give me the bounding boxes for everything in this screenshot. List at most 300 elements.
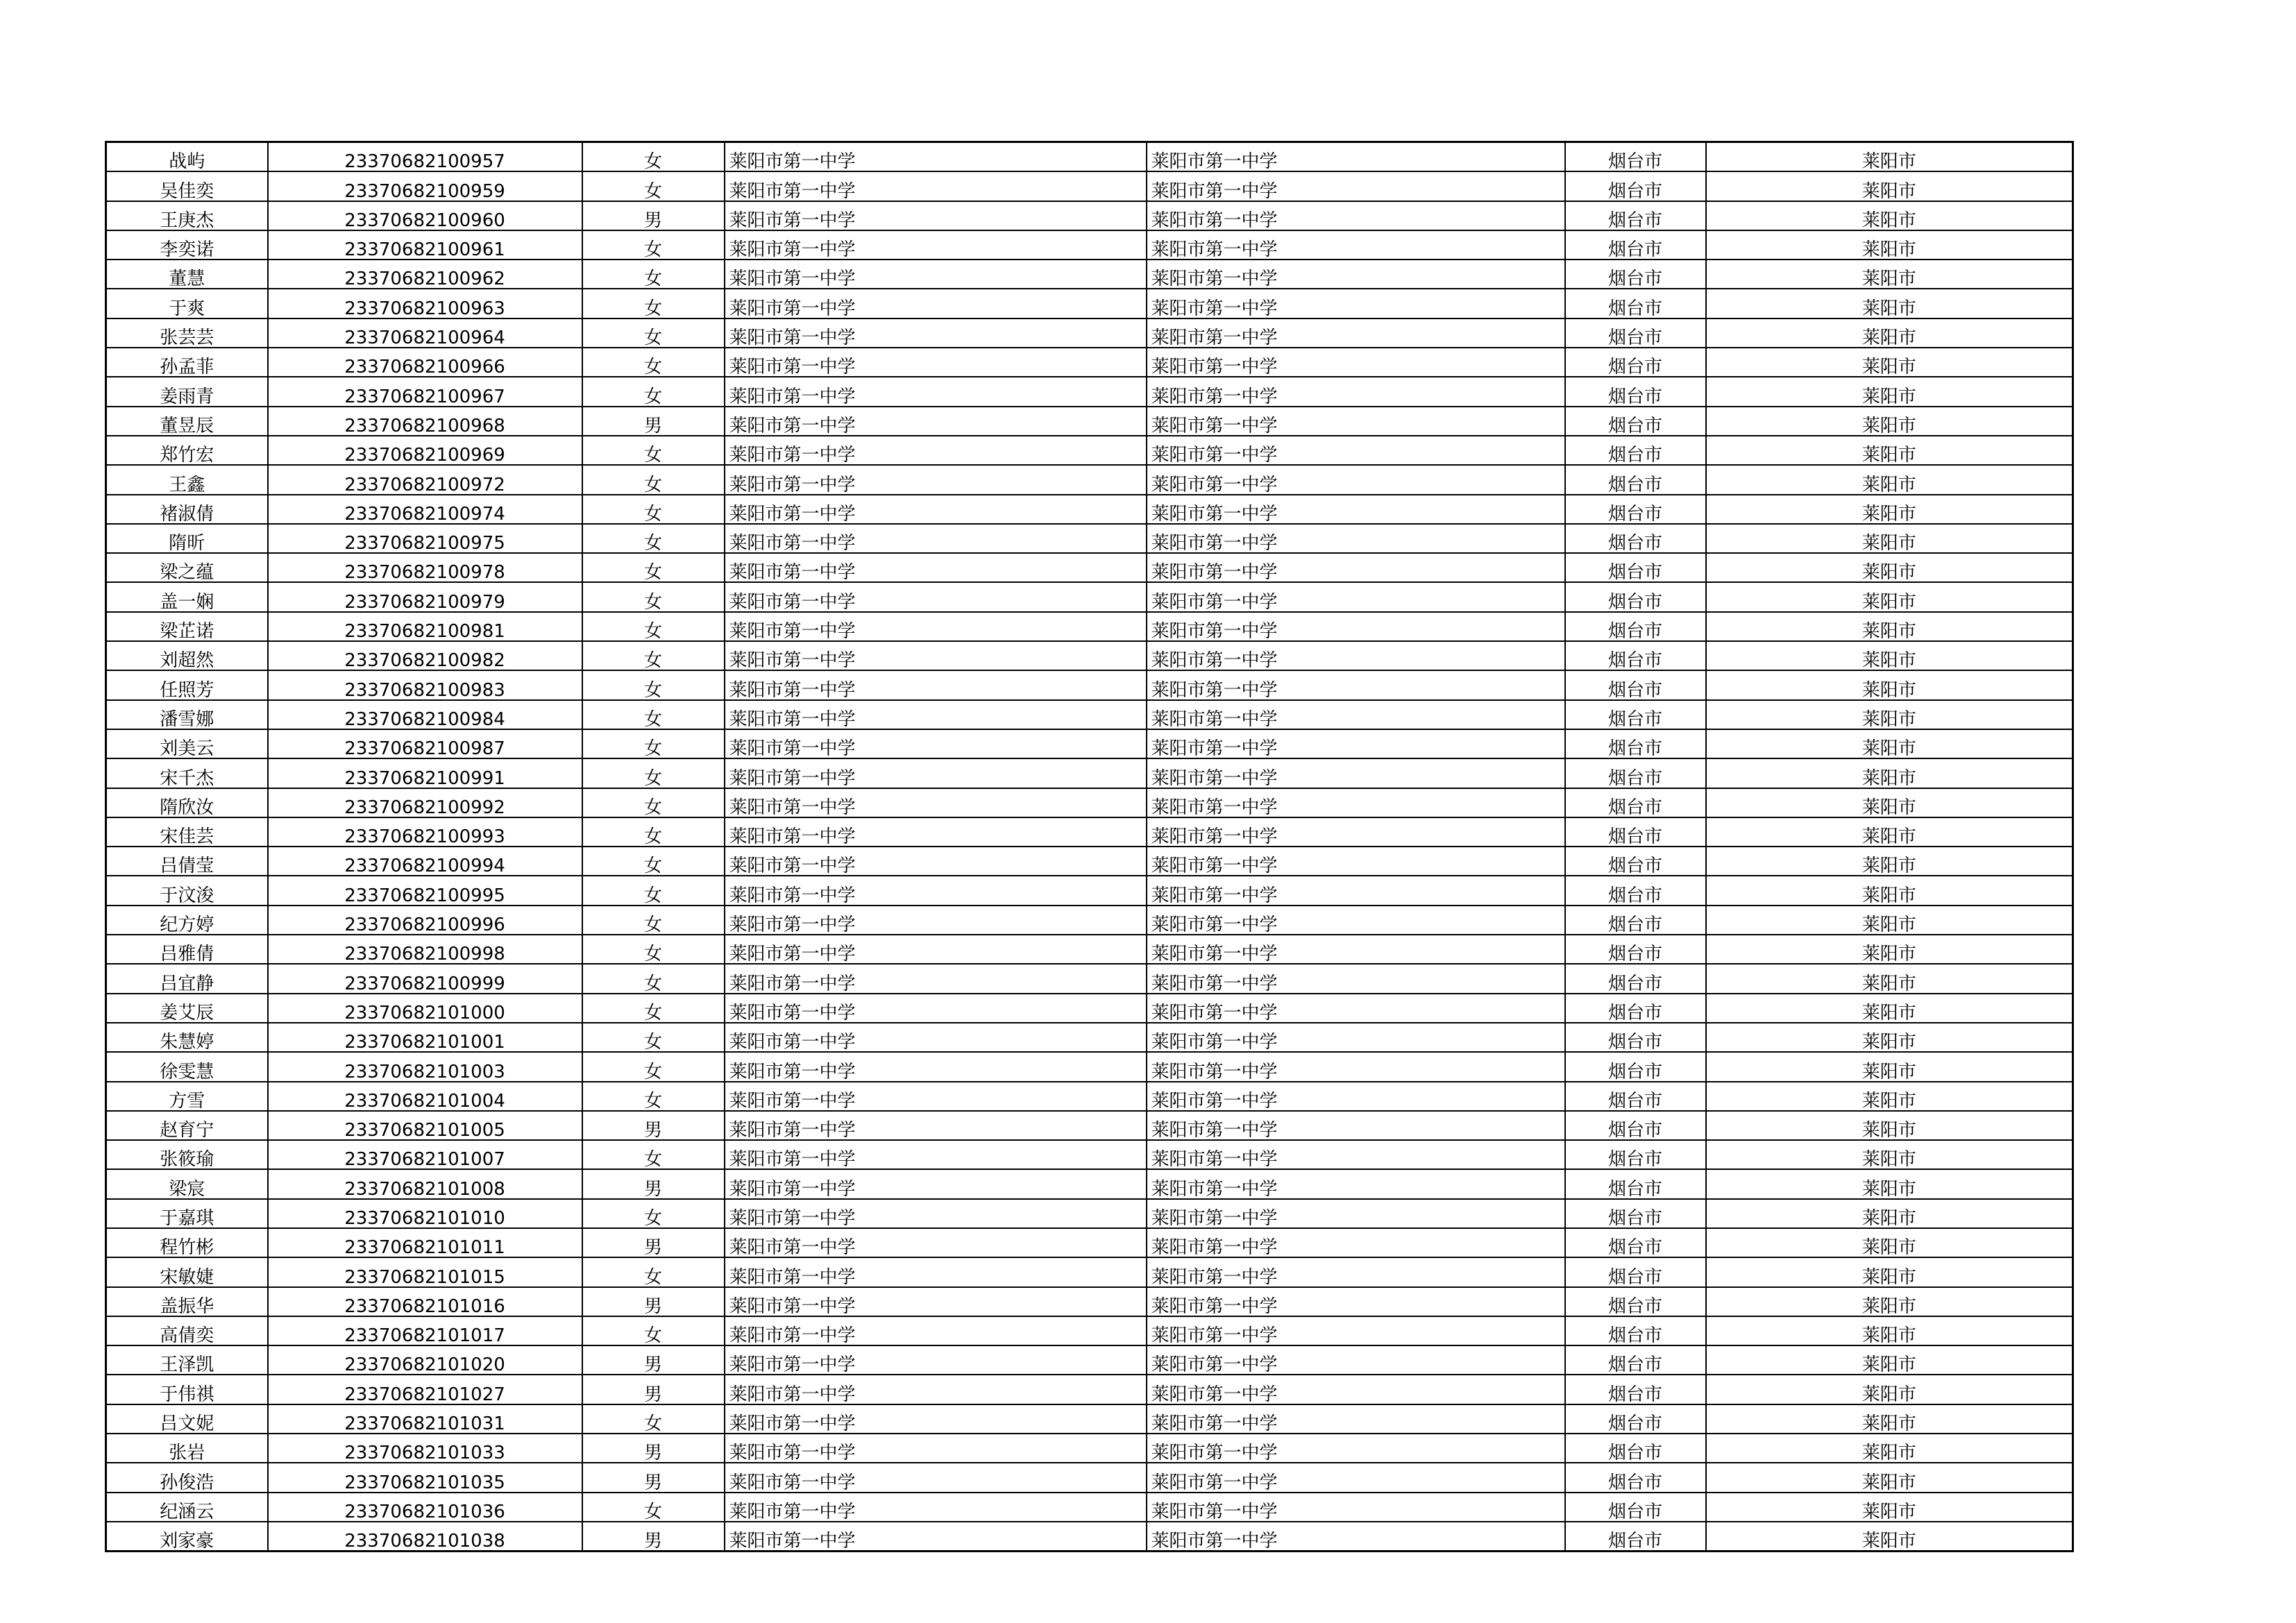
exam-id-cell: 23370682101020	[268, 1345, 582, 1375]
school-cell: 莱阳市第一中学	[725, 407, 1147, 436]
table-row	[106, 700, 2073, 729]
table-row	[106, 935, 2073, 964]
student-name-cell: 宋佳芸	[106, 817, 268, 847]
exam-id-cell: 23370682101011	[268, 1228, 582, 1257]
county-cell: 莱阳市	[1706, 758, 2073, 788]
school-cell: 莱阳市第一中学	[725, 230, 1147, 260]
city-cell: 烟台市	[1565, 524, 1706, 553]
city-cell: 烟台市	[1565, 1316, 1706, 1345]
county-cell: 莱阳市	[1706, 436, 2073, 465]
exam-id-cell: 23370682101008	[268, 1169, 582, 1198]
exam-id-cell: 23370682100998	[268, 935, 582, 964]
exam-id-cell: 23370682101027	[268, 1375, 582, 1404]
gender-cell: 男	[582, 1228, 725, 1257]
table-row	[106, 1434, 2073, 1463]
exam-id-cell: 23370682100994	[268, 847, 582, 876]
gender-cell: 男	[582, 1111, 725, 1140]
exam-school-cell: 莱阳市第一中学	[1147, 1199, 1565, 1228]
exam-school-cell: 莱阳市第一中学	[1147, 142, 1565, 172]
exam-school-cell: 莱阳市第一中学	[1147, 495, 1565, 524]
student-name-cell: 高倩奕	[106, 1316, 268, 1345]
exam-school-cell: 莱阳市第一中学	[1147, 348, 1565, 377]
exam-school-cell: 莱阳市第一中学	[1147, 1287, 1565, 1316]
student-name-cell: 孙孟菲	[106, 348, 268, 377]
school-cell: 莱阳市第一中学	[725, 524, 1147, 553]
school-cell: 莱阳市第一中学	[725, 377, 1147, 406]
table-row	[106, 1287, 2073, 1316]
county-cell: 莱阳市	[1706, 377, 2073, 406]
county-cell: 莱阳市	[1706, 1140, 2073, 1169]
exam-school-cell: 莱阳市第一中学	[1147, 964, 1565, 993]
exam-school-cell: 莱阳市第一中学	[1147, 935, 1565, 964]
school-cell: 莱阳市第一中学	[725, 1257, 1147, 1286]
city-cell: 烟台市	[1565, 1052, 1706, 1081]
county-cell: 莱阳市	[1706, 1316, 2073, 1345]
school-cell: 莱阳市第一中学	[725, 1199, 1147, 1228]
student-name-cell: 褚淑倩	[106, 495, 268, 524]
city-cell: 烟台市	[1565, 348, 1706, 377]
gender-cell: 女	[582, 1404, 725, 1434]
gender-cell: 女	[582, 436, 725, 465]
gender-cell: 女	[582, 876, 725, 905]
exam-id-cell: 23370682101010	[268, 1199, 582, 1228]
county-cell: 莱阳市	[1706, 230, 2073, 260]
county-cell: 莱阳市	[1706, 1082, 2073, 1111]
school-cell: 莱阳市第一中学	[725, 1404, 1147, 1434]
city-cell: 烟台市	[1565, 1375, 1706, 1404]
school-cell: 莱阳市第一中学	[725, 465, 1147, 494]
gender-cell: 女	[582, 729, 725, 758]
exam-school-cell: 莱阳市第一中学	[1147, 377, 1565, 406]
exam-id-cell: 23370682100967	[268, 377, 582, 406]
table-row	[106, 1169, 2073, 1198]
exam-school-cell: 莱阳市第一中学	[1147, 1023, 1565, 1052]
gender-cell: 女	[582, 847, 725, 876]
city-cell: 烟台市	[1565, 612, 1706, 641]
gender-cell: 女	[582, 670, 725, 699]
table-row	[106, 495, 2073, 524]
table-row	[106, 201, 2073, 230]
county-cell: 莱阳市	[1706, 1199, 2073, 1228]
city-cell: 烟台市	[1565, 377, 1706, 406]
city-cell: 烟台市	[1565, 582, 1706, 611]
exam-school-cell: 莱阳市第一中学	[1147, 1404, 1565, 1434]
school-cell: 莱阳市第一中学	[725, 1052, 1147, 1081]
school-cell: 莱阳市第一中学	[725, 641, 1147, 670]
exam-id-cell: 23370682101015	[268, 1257, 582, 1286]
exam-id-cell: 23370682101000	[268, 994, 582, 1023]
city-cell: 烟台市	[1565, 964, 1706, 993]
county-cell: 莱阳市	[1706, 700, 2073, 729]
county-cell: 莱阳市	[1706, 1434, 2073, 1463]
exam-school-cell: 莱阳市第一中学	[1147, 670, 1565, 699]
student-name-cell: 于汶浚	[106, 876, 268, 905]
exam-school-cell: 莱阳市第一中学	[1147, 994, 1565, 1023]
school-cell: 莱阳市第一中学	[725, 1316, 1147, 1345]
student-name-cell: 吕倩莹	[106, 847, 268, 876]
gender-cell: 女	[582, 465, 725, 494]
gender-cell: 女	[582, 1199, 725, 1228]
gender-cell: 女	[582, 700, 725, 729]
table-row	[106, 1023, 2073, 1052]
student-name-cell: 吕文妮	[106, 1404, 268, 1434]
city-cell: 烟台市	[1565, 260, 1706, 289]
student-name-cell: 于嘉琪	[106, 1199, 268, 1228]
county-cell: 莱阳市	[1706, 289, 2073, 318]
gender-cell: 女	[582, 1140, 725, 1169]
exam-school-cell: 莱阳市第一中学	[1147, 582, 1565, 611]
county-cell: 莱阳市	[1706, 142, 2073, 172]
county-cell: 莱阳市	[1706, 495, 2073, 524]
exam-id-cell: 23370682100968	[268, 407, 582, 436]
county-cell: 莱阳市	[1706, 348, 2073, 377]
school-cell: 莱阳市第一中学	[725, 495, 1147, 524]
gender-cell: 女	[582, 348, 725, 377]
exam-school-cell: 莱阳市第一中学	[1147, 906, 1565, 935]
exam-school-cell: 莱阳市第一中学	[1147, 553, 1565, 582]
exam-id-cell: 23370682100982	[268, 641, 582, 670]
city-cell: 烟台市	[1565, 729, 1706, 758]
school-cell: 莱阳市第一中学	[725, 582, 1147, 611]
exam-school-cell: 莱阳市第一中学	[1147, 1257, 1565, 1286]
city-cell: 烟台市	[1565, 1493, 1706, 1522]
exam-id-cell: 23370682100979	[268, 582, 582, 611]
student-name-cell: 吕宜静	[106, 964, 268, 993]
exam-school-cell: 莱阳市第一中学	[1147, 758, 1565, 788]
student-name-cell: 董昱辰	[106, 407, 268, 436]
exam-school-cell: 莱阳市第一中学	[1147, 700, 1565, 729]
table-row	[106, 612, 2073, 641]
exam-school-cell: 莱阳市第一中学	[1147, 524, 1565, 553]
student-name-cell: 纪方婷	[106, 906, 268, 935]
county-cell: 莱阳市	[1706, 260, 2073, 289]
city-cell: 烟台市	[1565, 495, 1706, 524]
school-cell: 莱阳市第一中学	[725, 1434, 1147, 1463]
school-cell: 莱阳市第一中学	[725, 700, 1147, 729]
exam-id-cell: 23370682101017	[268, 1316, 582, 1345]
county-cell: 莱阳市	[1706, 612, 2073, 641]
student-name-cell: 梁芷诺	[106, 612, 268, 641]
exam-school-cell: 莱阳市第一中学	[1147, 729, 1565, 758]
table-row	[106, 289, 2073, 318]
exam-id-cell: 23370682100964	[268, 318, 582, 348]
gender-cell: 女	[582, 758, 725, 788]
table-row	[106, 1316, 2073, 1345]
student-name-cell: 宋敏婕	[106, 1257, 268, 1286]
exam-school-cell: 莱阳市第一中学	[1147, 1052, 1565, 1081]
exam-id-cell: 23370682101004	[268, 1082, 582, 1111]
student-name-cell: 刘家豪	[106, 1522, 268, 1552]
school-cell: 莱阳市第一中学	[725, 788, 1147, 817]
exam-id-cell: 23370682101038	[268, 1522, 582, 1552]
school-cell: 莱阳市第一中学	[725, 260, 1147, 289]
table-row	[106, 758, 2073, 788]
gender-cell: 女	[582, 994, 725, 1023]
table-row	[106, 1375, 2073, 1404]
exam-school-cell: 莱阳市第一中学	[1147, 1434, 1565, 1463]
table-row	[106, 1082, 2073, 1111]
exam-id-cell: 23370682100962	[268, 260, 582, 289]
table-row	[106, 788, 2073, 817]
table-row	[106, 906, 2073, 935]
student-name-cell: 朱慧婷	[106, 1023, 268, 1052]
gender-cell: 女	[582, 964, 725, 993]
county-cell: 莱阳市	[1706, 553, 2073, 582]
gender-cell: 男	[582, 1522, 725, 1552]
student-name-cell: 方雪	[106, 1082, 268, 1111]
city-cell: 烟台市	[1565, 1082, 1706, 1111]
table-row	[106, 582, 2073, 611]
student-name-cell: 吕雅倩	[106, 935, 268, 964]
gender-cell: 女	[582, 788, 725, 817]
city-cell: 烟台市	[1565, 1199, 1706, 1228]
table-row	[106, 1345, 2073, 1375]
exam-id-cell: 23370682100974	[268, 495, 582, 524]
school-cell: 莱阳市第一中学	[725, 1375, 1147, 1404]
gender-cell: 男	[582, 1169, 725, 1198]
school-cell: 莱阳市第一中学	[725, 994, 1147, 1023]
exam-id-cell: 23370682101033	[268, 1434, 582, 1463]
exam-id-cell: 23370682100963	[268, 289, 582, 318]
exam-school-cell: 莱阳市第一中学	[1147, 171, 1565, 201]
county-cell: 莱阳市	[1706, 171, 2073, 201]
exam-id-cell: 23370682101031	[268, 1404, 582, 1434]
school-cell: 莱阳市第一中学	[725, 817, 1147, 847]
table-row	[106, 407, 2073, 436]
gender-cell: 女	[582, 171, 725, 201]
city-cell: 烟台市	[1565, 817, 1706, 847]
school-cell: 莱阳市第一中学	[725, 1345, 1147, 1375]
county-cell: 莱阳市	[1706, 318, 2073, 348]
exam-school-cell: 莱阳市第一中学	[1147, 1522, 1565, 1552]
student-name-cell: 刘美云	[106, 729, 268, 758]
exam-school-cell: 莱阳市第一中学	[1147, 318, 1565, 348]
exam-school-cell: 莱阳市第一中学	[1147, 465, 1565, 494]
school-cell: 莱阳市第一中学	[725, 729, 1147, 758]
gender-cell: 女	[582, 377, 725, 406]
gender-cell: 女	[582, 817, 725, 847]
student-name-cell: 姜雨青	[106, 377, 268, 406]
exam-id-cell: 23370682100987	[268, 729, 582, 758]
gender-cell: 女	[582, 524, 725, 553]
city-cell: 烟台市	[1565, 1404, 1706, 1434]
table-row	[106, 348, 2073, 377]
student-name-cell: 盖一娴	[106, 582, 268, 611]
school-cell: 莱阳市第一中学	[725, 1082, 1147, 1111]
gender-cell: 女	[582, 1493, 725, 1522]
city-cell: 烟台市	[1565, 788, 1706, 817]
exam-school-cell: 莱阳市第一中学	[1147, 1140, 1565, 1169]
school-cell: 莱阳市第一中学	[725, 1023, 1147, 1052]
county-cell: 莱阳市	[1706, 1257, 2073, 1286]
school-cell: 莱阳市第一中学	[725, 348, 1147, 377]
county-cell: 莱阳市	[1706, 1345, 2073, 1375]
city-cell: 烟台市	[1565, 1140, 1706, 1169]
exam-school-cell: 莱阳市第一中学	[1147, 1493, 1565, 1522]
county-cell: 莱阳市	[1706, 407, 2073, 436]
county-cell: 莱阳市	[1706, 670, 2073, 699]
city-cell: 烟台市	[1565, 318, 1706, 348]
student-name-cell: 王鑫	[106, 465, 268, 494]
school-cell: 莱阳市第一中学	[725, 553, 1147, 582]
student-name-cell: 郑竹宏	[106, 436, 268, 465]
student-name-cell: 刘超然	[106, 641, 268, 670]
gender-cell: 女	[582, 1082, 725, 1111]
table-row	[106, 1140, 2073, 1169]
exam-id-cell: 23370682100957	[268, 142, 582, 172]
table-row	[106, 230, 2073, 260]
exam-id-cell: 23370682100961	[268, 230, 582, 260]
county-cell: 莱阳市	[1706, 1522, 2073, 1552]
exam-id-cell: 23370682101001	[268, 1023, 582, 1052]
city-cell: 烟台市	[1565, 465, 1706, 494]
gender-cell: 女	[582, 1023, 725, 1052]
city-cell: 烟台市	[1565, 1463, 1706, 1492]
student-name-cell: 张筱瑜	[106, 1140, 268, 1169]
city-cell: 烟台市	[1565, 994, 1706, 1023]
exam-id-cell: 23370682100966	[268, 348, 582, 377]
student-name-cell: 于伟祺	[106, 1375, 268, 1404]
exam-id-cell: 23370682100978	[268, 553, 582, 582]
exam-id-cell: 23370682100959	[268, 171, 582, 201]
city-cell: 烟台市	[1565, 407, 1706, 436]
student-name-cell: 纪涵云	[106, 1493, 268, 1522]
exam-school-cell: 莱阳市第一中学	[1147, 230, 1565, 260]
student-name-cell: 于爽	[106, 289, 268, 318]
school-cell: 莱阳市第一中学	[725, 876, 1147, 905]
exam-id-cell: 23370682100984	[268, 700, 582, 729]
city-cell: 烟台市	[1565, 876, 1706, 905]
table-row	[106, 994, 2073, 1023]
school-cell: 莱阳市第一中学	[725, 1111, 1147, 1140]
student-name-cell: 李奕诺	[106, 230, 268, 260]
gender-cell: 女	[582, 142, 725, 172]
table-row	[106, 817, 2073, 847]
exam-id-cell: 23370682100975	[268, 524, 582, 553]
exam-school-cell: 莱阳市第一中学	[1147, 1228, 1565, 1257]
student-name-cell: 梁宸	[106, 1169, 268, 1198]
exam-id-cell: 23370682100995	[268, 876, 582, 905]
gender-cell: 女	[582, 318, 725, 348]
exam-school-cell: 莱阳市第一中学	[1147, 289, 1565, 318]
school-cell: 莱阳市第一中学	[725, 1522, 1147, 1552]
county-cell: 莱阳市	[1706, 1493, 2073, 1522]
table-row	[106, 377, 2073, 406]
gender-cell: 男	[582, 407, 725, 436]
student-name-cell: 王庚杰	[106, 201, 268, 230]
city-cell: 烟台市	[1565, 1257, 1706, 1286]
table-row	[106, 1404, 2073, 1434]
table-row	[106, 1257, 2073, 1286]
county-cell: 莱阳市	[1706, 1228, 2073, 1257]
city-cell: 烟台市	[1565, 1345, 1706, 1375]
county-cell: 莱阳市	[1706, 906, 2073, 935]
county-cell: 莱阳市	[1706, 1463, 2073, 1492]
exam-id-cell: 23370682100981	[268, 612, 582, 641]
exam-school-cell: 莱阳市第一中学	[1147, 1345, 1565, 1375]
city-cell: 烟台市	[1565, 758, 1706, 788]
exam-school-cell: 莱阳市第一中学	[1147, 201, 1565, 230]
county-cell: 莱阳市	[1706, 788, 2073, 817]
gender-cell: 女	[582, 582, 725, 611]
table-row	[106, 1228, 2073, 1257]
city-cell: 烟台市	[1565, 1111, 1706, 1140]
gender-cell: 男	[582, 1345, 725, 1375]
exam-id-cell: 23370682100999	[268, 964, 582, 993]
county-cell: 莱阳市	[1706, 465, 2073, 494]
gender-cell: 女	[582, 553, 725, 582]
table-row	[106, 171, 2073, 201]
county-cell: 莱阳市	[1706, 729, 2073, 758]
gender-cell: 女	[582, 495, 725, 524]
exam-school-cell: 莱阳市第一中学	[1147, 1375, 1565, 1404]
student-name-cell: 张岩	[106, 1434, 268, 1463]
table-row	[106, 1463, 2073, 1492]
table-row	[106, 670, 2073, 699]
exam-id-cell: 23370682100993	[268, 817, 582, 847]
county-cell: 莱阳市	[1706, 524, 2073, 553]
exam-id-cell: 23370682101036	[268, 1493, 582, 1522]
exam-school-cell: 莱阳市第一中学	[1147, 1316, 1565, 1345]
city-cell: 烟台市	[1565, 935, 1706, 964]
exam-school-cell: 莱阳市第一中学	[1147, 1169, 1565, 1198]
table-row	[106, 142, 2073, 172]
county-cell: 莱阳市	[1706, 641, 2073, 670]
gender-cell: 女	[582, 260, 725, 289]
county-cell: 莱阳市	[1706, 201, 2073, 230]
table-row	[106, 1199, 2073, 1228]
student-name-cell: 盖振华	[106, 1287, 268, 1316]
table-row	[106, 729, 2073, 758]
exam-id-cell: 23370682100969	[268, 436, 582, 465]
school-cell: 莱阳市第一中学	[725, 436, 1147, 465]
county-cell: 莱阳市	[1706, 1052, 2073, 1081]
table-row	[106, 847, 2073, 876]
gender-cell: 男	[582, 201, 725, 230]
school-cell: 莱阳市第一中学	[725, 201, 1147, 230]
exam-id-cell: 23370682101003	[268, 1052, 582, 1081]
city-cell: 烟台市	[1565, 142, 1706, 172]
gender-cell: 女	[582, 641, 725, 670]
student-name-cell: 张芸芸	[106, 318, 268, 348]
student-name-cell: 姜艾辰	[106, 994, 268, 1023]
gender-cell: 女	[582, 935, 725, 964]
exam-id-cell: 23370682101016	[268, 1287, 582, 1316]
table-row	[106, 553, 2073, 582]
table-row	[106, 1111, 2073, 1140]
student-name-cell: 任照芳	[106, 670, 268, 699]
school-cell: 莱阳市第一中学	[725, 1169, 1147, 1198]
city-cell: 烟台市	[1565, 847, 1706, 876]
exam-id-cell: 23370682100983	[268, 670, 582, 699]
school-cell: 莱阳市第一中学	[725, 171, 1147, 201]
county-cell: 莱阳市	[1706, 1111, 2073, 1140]
city-cell: 烟台市	[1565, 1169, 1706, 1198]
exam-id-cell: 23370682100960	[268, 201, 582, 230]
city-cell: 烟台市	[1565, 1023, 1706, 1052]
county-cell: 莱阳市	[1706, 582, 2073, 611]
school-cell: 莱阳市第一中学	[725, 1140, 1147, 1169]
exam-school-cell: 莱阳市第一中学	[1147, 436, 1565, 465]
student-name-cell: 战屿	[106, 142, 268, 172]
gender-cell: 女	[582, 1257, 725, 1286]
table-row	[106, 260, 2073, 289]
county-cell: 莱阳市	[1706, 1287, 2073, 1316]
table-row	[106, 641, 2073, 670]
county-cell: 莱阳市	[1706, 1375, 2073, 1404]
school-cell: 莱阳市第一中学	[725, 612, 1147, 641]
city-cell: 烟台市	[1565, 553, 1706, 582]
